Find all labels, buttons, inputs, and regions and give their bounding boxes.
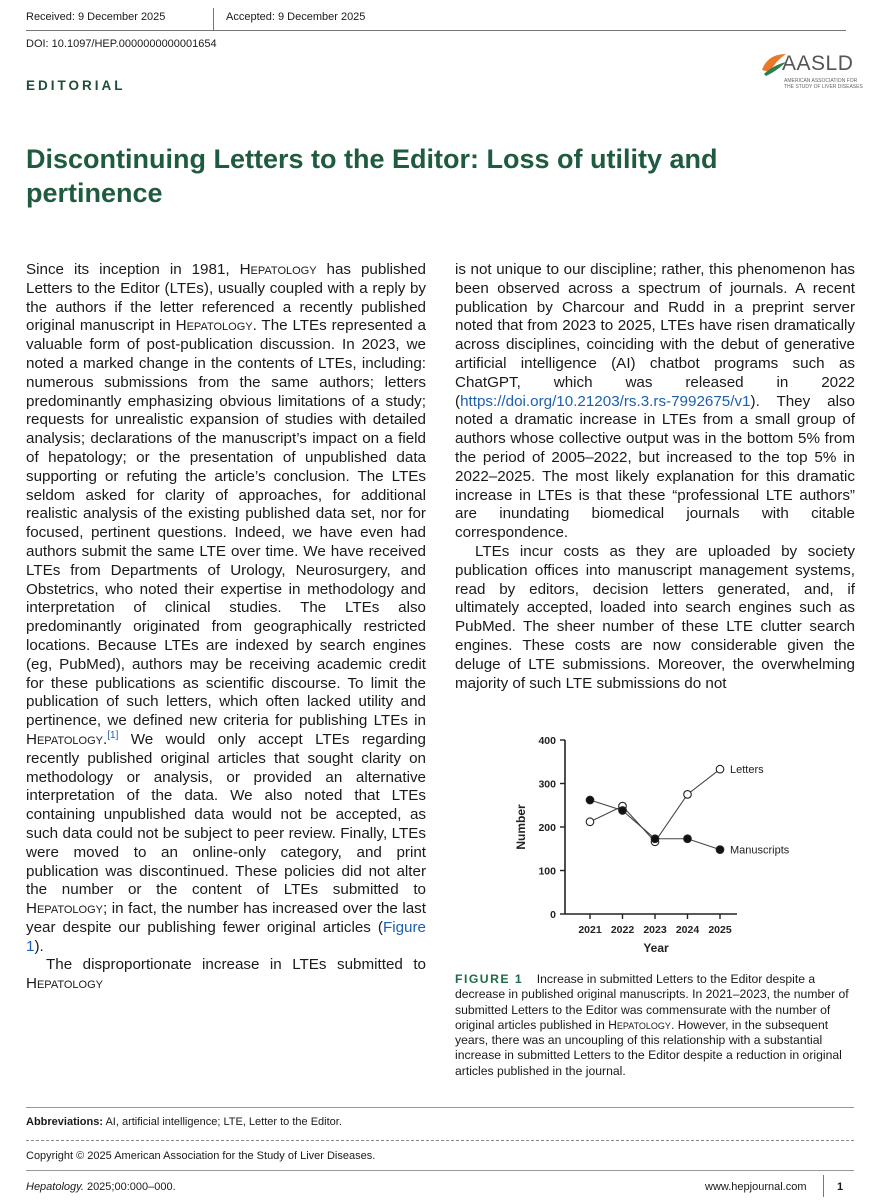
aasld-logo — [760, 50, 863, 94]
paragraph-2-text — [455, 261, 855, 543]
page-number: 1 — [837, 1181, 844, 1193]
reference-1-link[interactable]: [1] — [107, 729, 119, 741]
journal-name: Hepatology — [26, 975, 103, 993]
footer-divider — [26, 1170, 854, 1171]
manuscripts-point — [684, 835, 692, 843]
doi[interactable]: DOI: 10.1097/HEP.0000000000001654 — [26, 38, 217, 50]
text: ). — [34, 937, 44, 955]
footer-issue: 2025;00:000–000. — [83, 1181, 176, 1193]
article-title: Discontinuing Letters to the Editor: Loss of utility and pertinence — [26, 144, 718, 208]
text: ; in fact, the number has increased over the last year despite our publishing fewer original articles ( — [26, 900, 426, 936]
copyright: Copyright © 2025 American Association for the Study of Liver Diseases. — [26, 1150, 376, 1162]
manuscripts-point — [716, 846, 724, 854]
caption-text: Increase in submitted Letters to the Editor despite a decrease in published original manuscripts. In 2021–2023, the number of submitted Letters to the Editor was commensurate with the number of original articles published in — [455, 972, 849, 1032]
manuscripts-point — [586, 796, 594, 804]
logo-name: AASLD — [782, 52, 854, 75]
y-tick-label: 400 — [538, 735, 556, 747]
text: We would only accept LTEs regarding recently published original articles that sought clarity on methodology or analysis, or provided an alternative interpretation of the data. We also noted that LTEs containing unpublished data would not be accepted, as such data could not be subject to peer review. Finally, LTEs were moved to an online-only category, and print publication was discontinued. These policies did not alter the number or the content of LTEs submitted to — [26, 730, 426, 899]
text: has published Letters to the Editor (LTEs), usually coupled with a reply by the authors if the letter referenced a recently published original manuscript in — [26, 261, 426, 335]
figure-1-link[interactable]: Figure 1 — [26, 918, 426, 955]
journal-name: Hepatology — [26, 730, 103, 748]
abbreviations-label: Abbreviations: — [26, 1116, 104, 1128]
y-tick-label: 200 — [538, 822, 556, 834]
x-tick-label: 2022 — [610, 924, 635, 936]
journal-name: Hepatology — [239, 261, 317, 278]
figure-1-caption — [455, 972, 855, 1079]
footer-journal: Hepatology. — [26, 1181, 84, 1193]
letters-series-line — [590, 769, 720, 842]
footer-separator — [823, 1175, 824, 1197]
accepted-date: Accepted: 9 December 2025 — [226, 11, 366, 23]
header-divider — [213, 8, 214, 30]
received-date: Received: 9 December 2025 — [26, 11, 166, 23]
journal-name: Hepatology — [175, 317, 253, 335]
paragraph-1: Since its inception in 1981, Hepatology has published Letters to the Editor (LTEs), usually coupled with a reply by the authors if the letter referenced a recently published original manuscript in Hepatology. The LTEs represented a valuable form of post-publication discussion. In 2023, we noted a marked change in the contents of LTEs, including: numerous submissions from the same authors; letters predominantly emphasizing obvious limitations of a study; requests for unrealistic expansion of studies with detailed analysis; declarations of the manuscript’s impact on a field of hepatology; or the presentation of unpublished data supporting or refuting the article’s conclusion. The LTEs seldom asked for clarity of approaches, for additional realistic analysis of the existing published data set, nor for focused, pertinent questions. Indeed, we have even had authors submit the same LTE over time. We have received LTEs from Departments of Urology, Neurosurgery, and Obstetrics, who noted their expertise in methodology and interpretation of clinical studies. The LTEs also predominantly originated from geographically restricted locations. Because LTEs are indexed by search engines (eg, PubMed), authors may be receiving academic credit for these publications as scientific discourse. To limit the publication of such letters, which often lacked utility and pertinence, we defined new criteria for publishing LTEs in Hepatology.[1] We would only accept LTEs regarding recently published original articles that sought clarity on methodology or analysis, or provided an alternative interpretation of the data. We also noted that LTEs containing unpublished data would not be accepted, as such data could not be subject to peer review. Finally, LTEs were moved to an online-only category, and print publication was discontinued. These policies did not alter the number or the content of LTEs submitted to Hepatology; in fact, the number has increased over the last year despite our publishing fewer original articles (Figure 1). — [26, 261, 426, 955]
letters-series-label: Letters — [730, 764, 764, 777]
logo-subtitle: AMERICAN ASSOCIATION FOR THE STUDY OF LIVER DISEASES — [784, 78, 863, 90]
y-tick-label: 100 — [538, 865, 556, 878]
preprint-doi-link[interactable]: https://doi.org/10.21203/rs.3.rs-7992675/v1 — [460, 392, 751, 410]
manuscripts-series-label: Manuscripts — [730, 844, 790, 857]
x-tick-label: 2025 — [708, 924, 732, 936]
journal-name: Hepatology — [608, 1017, 671, 1032]
y-axis-label: Number — [514, 804, 528, 850]
abbreviations — [26, 1116, 342, 1128]
caption-text: . However, in the subsequent years, there was an uncoupling of this relationship with a substantial increase in submitted Letters to the Editor despite a reduction in original articles published in the journal. — [455, 1017, 842, 1078]
x-axis-label: Year — [643, 941, 669, 955]
letters-point — [716, 765, 724, 773]
letters-point — [684, 791, 692, 799]
manuscripts-point — [651, 835, 659, 843]
text: . The LTEs represented a valuable form of post-publication discussion. In 2023, we noted a marked change in the contents of LTEs, including: numerous submissions from the same authors; letters predominantly emphasizing obvious limitations of a study; requests for unrealistic expansion of studies with detailed analysis; declarations of the manuscript’s impact on a field of hepatology; or the presentation of unpublished data supporting or refuting the article’s conclusion. The LTEs seldom asked for clarity of approaches, for additional realistic analysis of the existing published data set, nor for focused, pertinent questions. Indeed, we have even had authors submit the same LTE over time. We have received LTEs from Departments of Urology, Neurosurgery, and Obstetrics, who noted their expertise in methodology and interpretation of clinical studies. The LTEs also predominantly originated from geographically restricted locations. Because LTEs are indexed by search engines (eg, PubMed), authors may be receiving academic credit for these publications as scientific discourse. To limit the publication of such letters, which often lacked utility and pertinence, we defined new criteria for publishing LTEs in — [26, 317, 426, 730]
dashed-divider — [26, 1140, 854, 1141]
text: The disproportionate increase in LTEs submitted to — [46, 956, 426, 974]
x-tick-label: 2024 — [675, 924, 700, 936]
text: ). They also noted a dramatic increase in LTEs from a small group of authors whose collective output was in the bottom 5% from the period of 2005–2022, but increased to the top 5% in 2022–2025. The most likely explanation for this dramatic increase in LTEs is that these “professional LTE authors” are inundating biomedical journals with citable correspondence. — [455, 392, 855, 542]
section-label: EDITORIAL — [26, 78, 126, 93]
journal-name: Hepatology — [26, 900, 103, 918]
figure-label: FIGURE 1 — [455, 972, 524, 986]
y-tick-label: 300 — [538, 778, 556, 791]
paragraph-2 — [26, 956, 426, 994]
text: is not unique to our discipline; rather, this phenomenon has been observed across a spectrum of journals. A recent publication by Charcour and Rudd in a preprint server noted that from 2023 to 2025, LTEs have risen dramatically across disciplines, coinciding with the debut of generative artificial intelligence (AI) chatbot programs such as ChatGPT, which was released in 2022 ( — [455, 261, 855, 410]
paragraph-3: LTEs incur costs as they are uploaded by society publication offices into manuscript management systems, read by editors, decision letters generated, and, if ultimately accepted, loaded into search engines such as PubMed. The sheer number of these LTE clutter search engines. These costs are now considerable given the deluge of LTE submissions. Moreover, the overwhelming majority of such LTE submissions do not — [455, 542, 855, 692]
manuscripts-point — [619, 807, 627, 815]
body-right-column — [455, 261, 855, 693]
x-tick-label: 2021 — [578, 924, 602, 936]
abbreviations-divider — [26, 1107, 854, 1108]
letters-point — [586, 818, 594, 826]
header-bar — [26, 8, 846, 31]
text: Since its inception in 1981, — [26, 261, 240, 278]
footer-url[interactable]: www.hepjournal.com — [705, 1181, 807, 1193]
x-tick-label: 2023 — [643, 924, 667, 936]
body-left-column — [26, 261, 426, 994]
figure-1-chart — [505, 728, 835, 960]
abbreviations-text: AI, artificial intelligence; LTE, Letter to the Editor. — [103, 1116, 342, 1128]
y-tick-label: 0 — [550, 909, 556, 921]
footer-citation — [26, 1181, 176, 1193]
